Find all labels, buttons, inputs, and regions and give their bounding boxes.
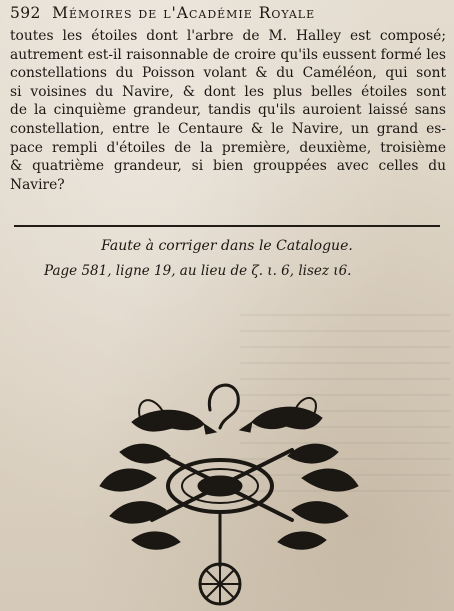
body-paragraph [10,27,446,194]
section-divider [14,225,440,227]
text-line: & quatrième grandeur, si bien grouppées avec celles du [10,158,446,175]
fleuron-ornament-icon [92,370,367,611]
text-line: si voisines du Navire, & dont les plus belles étoiles sont [10,83,446,100]
erratum-line: Page 581, ligne 19, au lieu de ζ. ι. 6, lisez ι6. [44,263,352,279]
running-header [10,4,450,22]
text-line: Navire? [10,176,65,193]
text-line: constellation, entre le Centaure & le Navire, un grand es- [10,120,446,137]
text-line: toutes les étoiles dont l'arbre de M. Halley est composé; [10,28,446,44]
text-line: constellations du Poisson volant & du Caméléon, qui sont [10,65,446,82]
text-line: autrement est-il raisonnable de croire qu'ils eussent formé les [10,46,446,63]
erratum-title: Faute à corriger dans le Catalogue. [101,238,353,254]
text-line: de la cinquième grandeur, tandis qu'ils auroient laissé sans [10,102,446,119]
running-title: Mémoires de l'Académie Royale [52,4,316,22]
text-line: pace rempli d'étoiles de la première, deuxième, troisième [10,139,446,156]
page-number: 592 [10,4,41,22]
